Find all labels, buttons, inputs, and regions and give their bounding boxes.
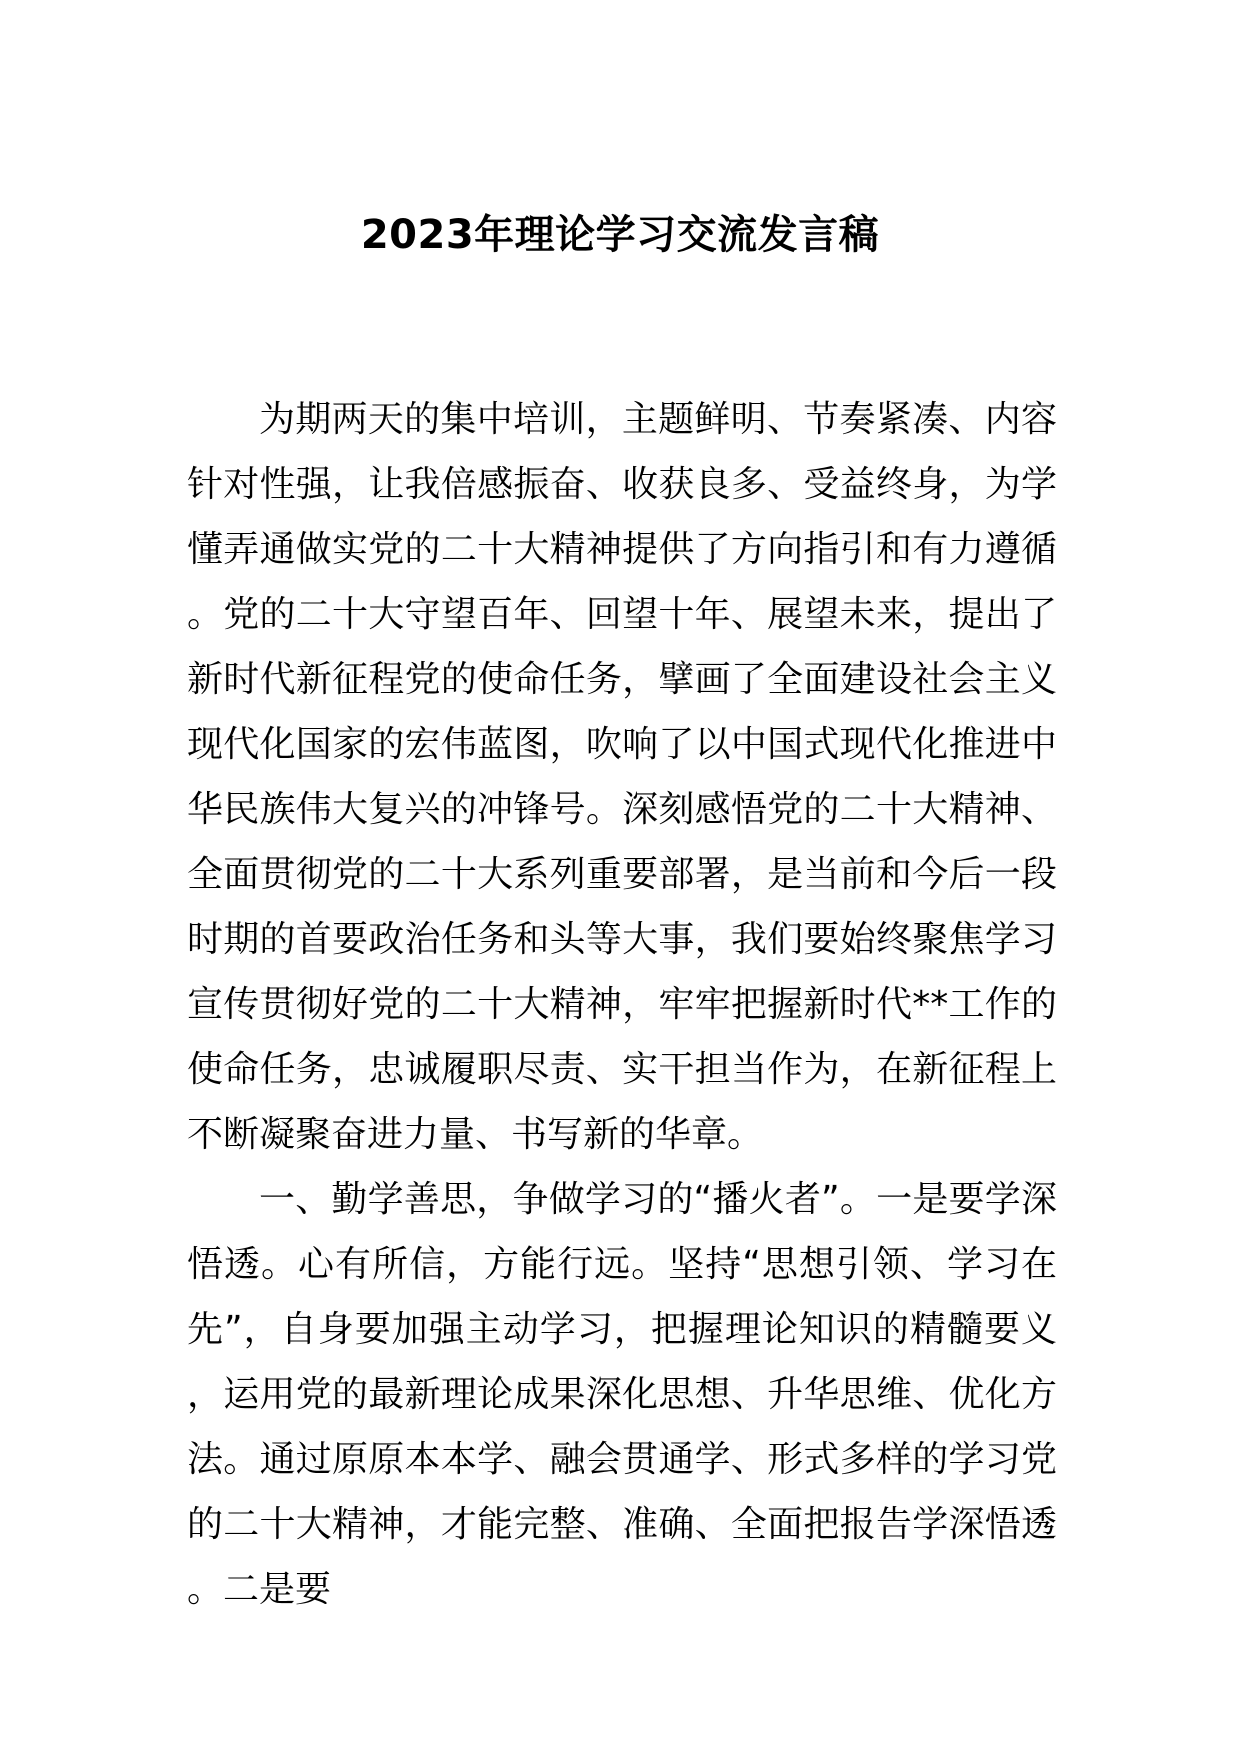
paragraph-intro: 为期两天的集中培训，主题鲜明、节奏紧凑、内容针对性强，让我倍感振奋、收获良多、受益终身，为学懂弄通做实党的二十大精神提供了方向指引和有力遵循。党的二十大守望百年、回望十年、展望未来，提出了新时代新征程党的使命任务，擘画了全面建设社会主义现代化国家的宏伟蓝图，吹响了以中国式现代化推进中华民族伟大复兴的冲锋号。深刻感悟党的二十大精神、全面贯彻党的二十大系列重要部署，是当前和今后一段时期的首要政治任务和头等大事，我们要始终聚焦学习宣传贯彻好党的二十大精神，牢牢把握新时代**工作的使命任务，忠诚履职尽责、实干担当作为，在新征程上不断凝聚奋进力量、书写新的华章。 bbox=[187, 399, 1057, 1155]
document-title: 2023年理论学习交流发言稿 bbox=[360, 212, 880, 258]
document-body bbox=[187, 387, 1057, 1622]
paragraph-section-one: 一、勤学善思，争做学习的“播火者”。一是要学深悟透。心有所信，方能行远。坚持“思想引领、学习在先”，自身要加强主动学习，把握理论知识的精髓要义，运用党的最新理论成果深化思想、升华思维、优化方法。通过原原本本学、融会贯通学、形式多样的学习党的二十大精神，才能完整、准确、全面把报告学深悟透。二是要 bbox=[187, 1179, 1057, 1610]
